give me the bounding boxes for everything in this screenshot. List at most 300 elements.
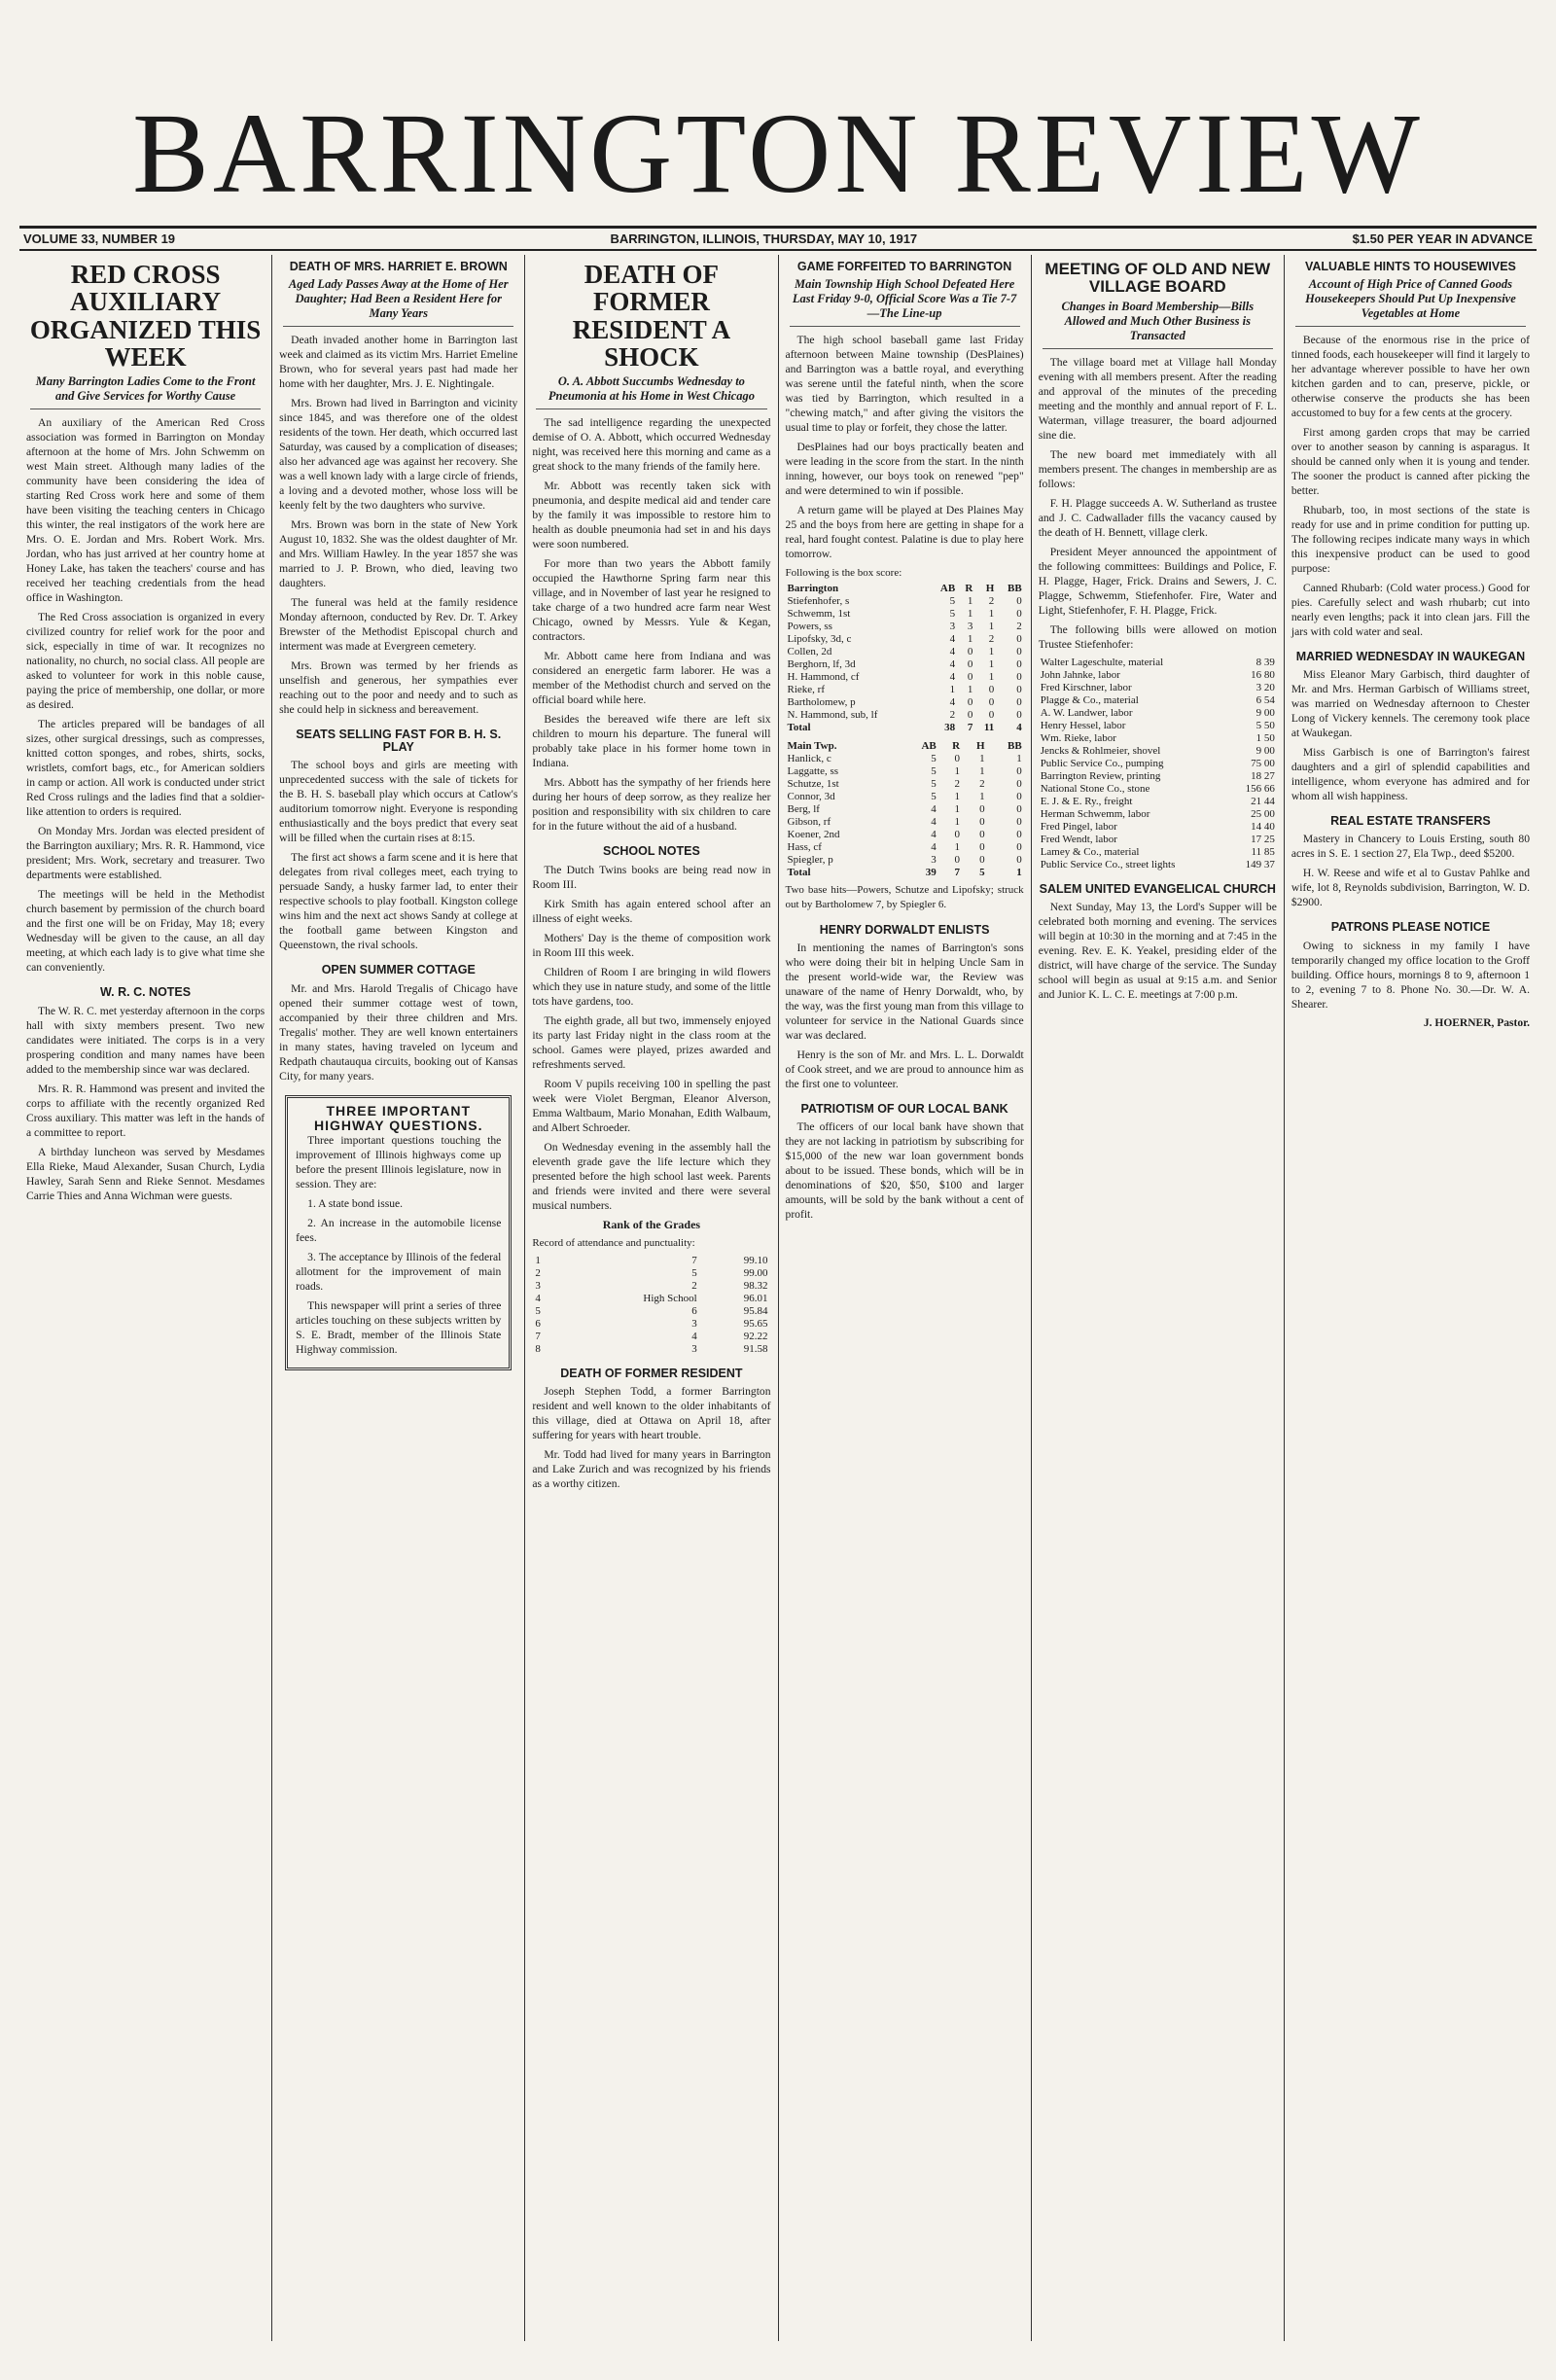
article-salem-church xyxy=(1039,883,1277,1002)
paragraph: 1. A state bond issue. xyxy=(307,1196,404,1210)
table-cell: 1 xyxy=(988,621,995,633)
box-score-row xyxy=(786,646,1024,658)
article-married xyxy=(1291,651,1530,803)
body-seats-selling xyxy=(279,758,517,952)
article-former-resident xyxy=(532,1368,770,1491)
table-cell: 4 xyxy=(949,658,956,671)
table-cell: 3 20 xyxy=(1255,681,1275,693)
bill-row xyxy=(1039,834,1277,846)
headline-game-forfeited: GAME FORFEITED TO BARRINGTON xyxy=(796,260,1012,273)
paragraph: Mrs. Brown was born in the state of New York August 10, 1832. She was the oldest daughter of Mr. and Mrs. William Hawley. In the year 1857 she was married to J. P. Brown, who died, leaving two daughters. xyxy=(279,518,518,590)
paragraph: The sad intelligence regarding the unexpected demise of O. A. Abbott, which occurred Wednesday night, was received here this morning and came as a great shock to the many friends of the family here. xyxy=(532,416,771,474)
box-score-row xyxy=(786,621,1024,633)
table-cell: Wm. Rieke, labor xyxy=(1040,731,1116,744)
column-2 xyxy=(272,255,525,2341)
table-cell: H xyxy=(985,583,995,595)
table-cell: 3 xyxy=(949,621,956,633)
article-housewives xyxy=(1291,261,1530,639)
rank-row xyxy=(532,1318,770,1331)
table-cell: Hanlick, c xyxy=(787,753,831,765)
dateline-bar xyxy=(19,226,1537,251)
table-cell: 99.00 xyxy=(743,1266,768,1279)
paragraph: Three important questions touching the improvement of Illinois highways come up before the present Illinois legislature, now in session. They are: xyxy=(296,1133,502,1190)
table-cell: Hass, cf xyxy=(787,841,822,854)
table-cell: Schutze, 1st xyxy=(787,778,839,791)
table-cell: 3 xyxy=(691,1342,697,1355)
deck-red-cross: Many Barrington Ladies Come to the Front and Give Services for Worthy Cause xyxy=(30,374,261,409)
table-cell: Herman Schwemm, labor xyxy=(1040,807,1150,820)
table-cell: Collen, 2d xyxy=(787,646,832,658)
table-cell: 0 xyxy=(1016,608,1022,621)
table-cell: 0 xyxy=(1016,778,1022,791)
bill-row xyxy=(1039,783,1277,796)
box-score-footer: Two base hits—Powers, Schutze and Lipofsky; struck out by Bartholomew 7, by Spiegler 6. xyxy=(785,884,1024,911)
table-cell: 4 xyxy=(949,671,956,684)
table-cell: 7 xyxy=(954,867,961,879)
paragraph: A birthday luncheon was served by Mesdames Ella Rieke, Maud Alexander, Susan Church, Lydia Hawley, Sarah Senn and Rieke Sennot. Mesdames Carrie Thies and Anna Wichman were guests. xyxy=(26,1145,265,1202)
table-cell: 2 xyxy=(988,633,995,646)
table-cell: 5 xyxy=(949,608,956,621)
table-cell: 4 xyxy=(691,1330,697,1342)
bill-row xyxy=(1039,808,1277,821)
paragraph: 2. An increase in the automobile license fees. xyxy=(296,1216,502,1244)
paragraph: In mentioning the names of Barrington's sons who were doing their bit in helping Uncle Sam in the present world-wide war, the Review was unaware of the name of Henry Dorwaldt, who, by the way, was the first young man from this village to volunteer for service in the National Guards since war was declared. xyxy=(785,941,1024,1043)
columns xyxy=(19,255,1537,2341)
table-cell: 0 xyxy=(1016,803,1022,816)
paragraph: Owing to sickness in my family I have temporarily changed my office location to the Groff building. Office hours, mornings 8 to 9, afternoon 1 to 2, evening 7 to 8. Phone No. 30.—Dr. W. A. Shearer. xyxy=(1291,939,1531,1011)
paragraph: Besides the bereaved wife there are left six children to mourn his departure. The funeral will probably take place in his former home town in Indiana. xyxy=(532,713,771,770)
column-1 xyxy=(19,255,272,2341)
paragraph: Because of the enormous rise in the price of tinned foods, each housekeeper will find it largely to her advantage wherever possible to have her own kitchen garden and to can, preserve, pickle, or otherwise conserve the products she has been accustomed to buy for a few cents at the grocery. xyxy=(1291,334,1531,420)
article-patrons-notice xyxy=(1291,921,1530,1030)
paragraph: A return game will be played at Des Plaines May 25 and the boys from here are getting in shape for a real, hard fought contest. Palatine is due to play here tomorrow. xyxy=(785,504,1024,561)
paragraph: The school boys and girls are meeting with unprecedented success with the sale of tickets for the B. H. S. baseball play which occurs at Catlow's auditorium tomorrow night. Everyone is responding enthusiastically and the boys predict that every seat will be filled when the curtain rises at 8:15. xyxy=(279,759,518,845)
paragraph: The eighth grade, all but two, immensely enjoyed its party last Friday night in the class room at the school. Games were played, prizes awarded and refreshments served. xyxy=(532,1013,771,1071)
box-score-header xyxy=(786,740,1024,753)
table-cell: 5 50 xyxy=(1255,719,1275,731)
body-dorwaldt xyxy=(786,941,1024,1091)
table-cell: Connor, 3d xyxy=(787,791,835,803)
table-cell: 0 xyxy=(979,816,985,829)
paragraph: Mothers' Day is the theme of composition work in Room III this week. xyxy=(532,931,771,959)
rank-row xyxy=(532,1280,770,1293)
table-cell: Total xyxy=(787,722,811,734)
box-score-row xyxy=(786,803,1024,816)
paragraph: Kirk Smith has again entered school after an illness of eight weeks. xyxy=(532,897,771,925)
table-cell: Spiegler, p xyxy=(787,854,833,867)
bill-row xyxy=(1039,669,1277,682)
box-score-row xyxy=(786,633,1024,646)
paragraph: On Wednesday evening in the assembly hall the eleventh grade gave the life lecture which they presented before the high school last week. Parents and friends were invited and there were several musical numbers. xyxy=(532,1140,771,1212)
bill-row xyxy=(1039,682,1277,694)
table-cell: 0 xyxy=(988,696,995,709)
table-cell: 1 xyxy=(967,595,973,608)
headline-wrc-notes: W. R. C. NOTES xyxy=(100,985,192,1000)
paragraph: The officers of our local bank have shown that they are not lacking in patriotism by subscribing for $15,000 of the new war loan government bonds about to be issued. These bonds, which will be in denominations of $20, $50, $100 and larger amounts, will be sold by the bank without a cent of profit. xyxy=(785,1120,1024,1222)
paragraph: Mrs. Brown had lived in Barrington and vicinity since 1845, and was therefore one of the oldest residents of the town. Her death, which occurred last Saturday, was caused by a complication of diseases; also her advanced age was against her recovery. She was a well known lady with a large circle of friends, a loving and a devoted mother, whose loss will be keenly felt by the two daughters who survive. xyxy=(279,397,518,513)
paragraph: Children of Room I are bringing in wild flowers which they use in nature study, and some of the little tots have gardens, too. xyxy=(532,965,771,1008)
table-cell: 0 xyxy=(1016,684,1022,696)
column-6 xyxy=(1285,255,1537,2341)
table-cell: 3 xyxy=(535,1279,541,1292)
article-wrc-notes xyxy=(26,986,265,1202)
table-cell: 95.65 xyxy=(743,1317,768,1330)
body-wrc-notes xyxy=(26,1004,265,1203)
table-cell: 1 xyxy=(954,841,961,854)
table-cell: 2 xyxy=(949,709,956,722)
table-cell: 4 xyxy=(1016,722,1022,734)
highway-box-title: THREE IMPORTANT HIGHWAY QUESTIONS. xyxy=(313,1102,483,1133)
body-real-estate xyxy=(1291,832,1530,909)
volume-number: VOLUME 33, NUMBER 19 xyxy=(23,231,176,246)
table-cell: 0 xyxy=(967,709,973,722)
paragraph: DesPlaines had our boys practically beaten and were leading in the score from the start. In the ninth inning, however, our boys took on renewed "pep" and were determined to win if possible. xyxy=(785,441,1024,498)
table-cell: 4 xyxy=(931,803,937,816)
headline-summer-cottage: OPEN SUMMER COTTAGE xyxy=(321,963,476,977)
table-cell: Berg, lf xyxy=(787,803,820,816)
paragraph: For more than two years the Abbott family occupied the Hawthorne Spring farm near this village, and in November of last year he resigned to take charge of a two hundred acre farm near West Chicago, owned by Messrs. Yule & Kegan, contractors. xyxy=(532,557,771,644)
paragraph: The new board met immediately with all members present. The changes in membership are as follows: xyxy=(1038,447,1277,490)
paragraph: The first act shows a farm scene and it is here that delegates from rival colleges meet, each trying to persuade Sandy, a husky farmer lad, to enter their respective schools to play football. Kingston college wins him and the next act shows Sandy at college at the football game between Kingston and Queenstown, the rival schools. xyxy=(279,851,518,952)
paragraph: This newspaper will print a series of three articles touching on these subjects written by S. E. Bradt, member of the Illinois State Highway commission. xyxy=(296,1298,502,1356)
body-patrons-notice xyxy=(1291,939,1530,1012)
table-cell: 5 xyxy=(931,753,937,765)
box-score-row xyxy=(786,608,1024,621)
bill-row xyxy=(1039,846,1277,859)
paragraph: Mr. and Mrs. Harold Tregalis of Chicago have opened their summer cottage west of town, accompanied by their three children and Mrs. Tregalis' mother. They are well known entertainers in many states, having traveled on lyceum and Redpath chautauqua circuits, booking out of Kansas City, for many years. xyxy=(279,981,518,1083)
paragraph: The village board met at Village hall Monday evening with all members present. After the reading and approval of the minutes of the preceding meeting and the monthly and annual report of F. L. Waterman, village treasurer, the board adjourned sine die. xyxy=(1038,355,1277,442)
rank-table xyxy=(532,1255,770,1356)
body-former-resident xyxy=(532,1384,770,1491)
table-cell: 92.22 xyxy=(743,1330,768,1342)
table-cell: Jencks & Rohlmeier, shovel xyxy=(1040,744,1161,757)
article-game-forfeited xyxy=(786,261,1024,912)
bill-row xyxy=(1039,859,1277,871)
paragraph: F. H. Plagge succeeds A. W. Sutherland as trustee and J. C. Cadwallader fills the vacancy caused by the death of H. Bennett, village clerk. xyxy=(1038,496,1277,539)
table-cell: N. Hammond, sub, lf xyxy=(787,709,878,722)
box-score-home xyxy=(786,583,1024,734)
pastor-signature: J. HOERNER, Pastor. xyxy=(1423,1016,1531,1029)
bills-intro: The following bills were allowed on motion Trustee Stiefenhofer: xyxy=(1038,622,1277,651)
article-summer-cottage xyxy=(279,964,517,1083)
box-score-row xyxy=(786,765,1024,778)
table-cell: 2 xyxy=(535,1266,541,1279)
table-cell: 17 25 xyxy=(1251,833,1275,845)
headline-village-board: MEETING OF OLD AND NEW VILLAGE BOARD xyxy=(1044,260,1271,296)
table-cell: 1 xyxy=(1016,753,1022,765)
paragraph: Joseph Stephen Todd, a former Barrington resident and well known to the older inhabitants of this village, died at Ottawa on April 18, after suffering for years with heart trouble. xyxy=(532,1384,771,1441)
box-score-row xyxy=(786,658,1024,671)
paragraph: Mastery in Chancery to Louis Ersting, south 80 acres in S. E. 1 section 27, Ela Twp., deed $5200. xyxy=(1291,833,1531,861)
table-cell: Powers, ss xyxy=(787,621,832,633)
body-summer-cottage xyxy=(279,981,517,1083)
table-cell: 8 39 xyxy=(1255,656,1275,668)
paragraph: The W. R. C. met yesterday afternoon in the corps hall with sixty members present. Two new candidates were initiated. The corps is in a very prospering condition and many names have been added to the membership since war was declared. xyxy=(26,1004,265,1076)
box-score-total xyxy=(786,867,1024,879)
table-cell: 0 xyxy=(1016,671,1022,684)
table-cell: Walter Lageschulte, material xyxy=(1040,656,1164,668)
box-score-row xyxy=(786,684,1024,696)
table-cell: 149 37 xyxy=(1245,858,1275,870)
headline-red-cross: RED CROSS AUXILIARY ORGANIZED THIS WEEK xyxy=(29,260,262,373)
table-cell: Main Twp. xyxy=(787,740,837,753)
paragraph: Mr. Abbott came here from Indiana and was considered an energetic farm laborer. He was a member of the Methodist church and served on the official board while here. xyxy=(532,650,771,707)
table-cell: Bartholomew, p xyxy=(787,696,856,709)
paragraph: Rhubarb, too, in most sections of the state is ready for use and in prime condition for putting up. The following recipes indicate many ways in which this inexpensive product can be used to good purpose: xyxy=(1291,504,1531,576)
table-cell: AB xyxy=(939,583,956,595)
rank-row xyxy=(532,1343,770,1356)
table-cell: 0 xyxy=(1016,646,1022,658)
table-cell: 2 xyxy=(988,595,995,608)
deck-village-board: Changes in Board Membership—Bills Allowed and Much Other Business is Transacted xyxy=(1043,300,1273,349)
table-cell: BB xyxy=(1008,583,1022,595)
table-cell: 1 xyxy=(979,791,985,803)
table-cell: 1 xyxy=(949,684,956,696)
table-cell: 4 xyxy=(931,841,937,854)
table-cell: 11 xyxy=(983,722,995,734)
table-cell: H. Hammond, cf xyxy=(787,671,860,684)
table-cell: 0 xyxy=(967,671,973,684)
bill-row xyxy=(1039,821,1277,834)
highway-box-body xyxy=(296,1133,501,1357)
table-cell: 0 xyxy=(1016,696,1022,709)
table-cell: 21 44 xyxy=(1251,795,1275,807)
table-cell: Berghorn, lf, 3d xyxy=(787,658,856,671)
table-cell: H xyxy=(976,740,985,753)
headline-seats-selling: SEATS SELLING FAST FOR B. H. S. PLAY xyxy=(296,728,502,755)
table-cell: 1 xyxy=(988,646,995,658)
table-cell: R xyxy=(965,583,973,595)
paragraph: The funeral was held at the family residence Monday afternoon, conducted by Rev. Dr. T. Arkey Brewster of the Methodist Episcopal church and interment was made at Evergreen cemetery. xyxy=(279,596,518,654)
table-cell: 18 27 xyxy=(1251,769,1275,782)
table-cell: Laggatte, ss xyxy=(787,765,839,778)
paragraph: Henry is the son of Mr. and Mrs. L. L. Dorwaldt of Cook street, and we are proud to announce him as the first one to volunteer. xyxy=(785,1048,1024,1091)
table-cell: Lamey & Co., material xyxy=(1040,845,1140,858)
paragraph: Canned Rhubarb: (Cold water process.) Good for pies. Carefully select and wash rhubarb; cut into nearly even lengths; pack it into clean jars. Fill the jars with cold water and seal. xyxy=(1291,582,1531,639)
table-cell: 0 xyxy=(1016,841,1022,854)
table-cell: 3 xyxy=(931,854,937,867)
box-score-away xyxy=(786,740,1024,879)
table-cell: 0 xyxy=(1016,633,1022,646)
table-cell: 0 xyxy=(979,854,985,867)
paragraph: The meetings will be held in the Methodist church basement by permission of the church board and the first one will be on Friday, May 18; every Wednesday will be given to the cause, an all day meeting, at which each lady is to give what time she can conveniently. xyxy=(26,888,265,975)
newspaper-title: BARRINGTON REVIEW xyxy=(132,89,1424,217)
table-cell: 95.84 xyxy=(743,1304,768,1317)
table-cell: 0 xyxy=(979,829,985,841)
table-cell: 98.32 xyxy=(743,1279,768,1292)
table-cell: 3 xyxy=(691,1317,697,1330)
box-score-row xyxy=(786,854,1024,867)
table-cell: Barrington Review, printing xyxy=(1040,769,1161,782)
headline-patrons-notice: PATRONS PLEASE NOTICE xyxy=(1330,920,1491,935)
subscription-price: $1.50 PER YEAR IN ADVANCE xyxy=(1352,231,1533,246)
table-cell: Lipofsky, 3d, c xyxy=(787,633,852,646)
table-cell: 38 xyxy=(944,722,956,734)
table-cell: Plagge & Co., material xyxy=(1040,693,1139,706)
table-cell: 1 xyxy=(954,816,961,829)
table-cell: National Stone Co., stone xyxy=(1040,782,1150,795)
table-cell: 5 xyxy=(931,765,937,778)
article-village-board xyxy=(1039,261,1277,871)
table-cell: 5 xyxy=(931,778,937,791)
box-score-row xyxy=(786,595,1024,608)
table-cell: 4 xyxy=(931,829,937,841)
paragraph: Mr. Abbott was recently taken sick with pneumonia, and despite medical aid and tender care by the family it was impossible to restore him to health as double pneumonia had set in and his days were soon numbered. xyxy=(532,480,771,551)
headline-school-notes: SCHOOL NOTES xyxy=(603,844,700,859)
table-cell: 156 66 xyxy=(1245,782,1275,795)
paragraph: Mr. Todd had lived for many years in Barrington and Lake Zurich and was recognized by his friends as a worthy citizen. xyxy=(532,1447,771,1490)
table-cell: 0 xyxy=(954,829,961,841)
deck-game-forfeited: Main Township High School Defeated Here Last Friday 9-0, Official Score Was a Tie 7-7—The Line-up xyxy=(790,277,1020,327)
table-cell: 0 xyxy=(1016,829,1022,841)
table-cell: 4 xyxy=(535,1292,541,1304)
table-cell: 0 xyxy=(1016,658,1022,671)
bill-row xyxy=(1039,770,1277,783)
rank-row xyxy=(532,1255,770,1267)
table-cell: 0 xyxy=(1016,709,1022,722)
table-cell: 4 xyxy=(949,633,956,646)
body-abbott xyxy=(532,415,770,834)
table-cell: 0 xyxy=(1016,854,1022,867)
body-village-board xyxy=(1039,355,1277,652)
table-cell: AB xyxy=(921,740,937,753)
table-cell: Gibson, rf xyxy=(787,816,831,829)
table-cell: 7 xyxy=(535,1330,541,1342)
body-red-cross xyxy=(26,415,265,975)
body-married xyxy=(1291,667,1530,803)
table-cell: Public Service Co., pumping xyxy=(1040,757,1164,769)
box-score-row xyxy=(786,816,1024,829)
table-cell: 1 xyxy=(988,671,995,684)
box-score-row xyxy=(786,829,1024,841)
bill-row xyxy=(1039,694,1277,707)
rank-title: Rank of the Grades xyxy=(602,1217,701,1231)
table-cell: Koener, 2nd xyxy=(787,829,840,841)
table-cell: 11 85 xyxy=(1251,845,1275,858)
table-cell: Henry Hessel, labor xyxy=(1040,719,1126,731)
column-4 xyxy=(779,255,1032,2341)
table-cell: John Jahnke, labor xyxy=(1040,668,1120,681)
column-5 xyxy=(1032,255,1285,2341)
table-cell: 6 54 xyxy=(1255,693,1275,706)
table-cell: 0 xyxy=(979,803,985,816)
table-cell: Total xyxy=(787,867,811,879)
table-cell: 5 xyxy=(979,867,985,879)
box-score-row xyxy=(786,841,1024,854)
paragraph: Mrs. Abbott has the sympathy of her friends here during her hours of deep sorrow, as they realize her position and responsibility with six children to care for in the future without the aid of a husband. xyxy=(532,776,771,834)
newspaper-page xyxy=(19,19,1537,2341)
table-cell: 2 xyxy=(954,778,961,791)
table-cell: 7 xyxy=(967,722,973,734)
table-cell: E. J. & E. Ry., freight xyxy=(1040,795,1133,807)
article-seats-selling xyxy=(279,728,517,952)
paragraph: On Monday Mrs. Jordan was elected president of the Barrington auxiliary; Mrs. R. R. Hammond, vice president; Mrs. Work, secretary and treasurer. Two departments were established. xyxy=(26,825,265,882)
body-local-bank xyxy=(786,1119,1024,1222)
headline-real-estate: REAL ESTATE TRANSFERS xyxy=(1330,814,1491,829)
rank-subtitle: Record of attendance and punctuality: xyxy=(532,1236,695,1249)
table-cell: 5 xyxy=(931,791,937,803)
table-cell: R xyxy=(952,740,961,753)
table-cell: 0 xyxy=(979,841,985,854)
bill-row xyxy=(1039,758,1277,770)
headline-married: MARRIED WEDNESDAY IN WAUKEGAN xyxy=(1295,650,1526,664)
table-cell: 0 xyxy=(967,658,973,671)
table-cell: 0 xyxy=(1016,791,1022,803)
table-cell: 1 xyxy=(967,608,973,621)
table-cell: Rieke, rf xyxy=(787,684,825,696)
table-cell: 2 xyxy=(979,778,985,791)
box-score-row xyxy=(786,791,1024,803)
table-cell: 0 xyxy=(988,684,995,696)
table-cell: 5 xyxy=(949,595,956,608)
table-cell: Barrington xyxy=(787,583,839,595)
bills-table xyxy=(1039,657,1277,871)
table-cell: 5 xyxy=(691,1266,697,1279)
box-score-row xyxy=(786,753,1024,765)
rank-row xyxy=(532,1293,770,1305)
table-cell: 1 xyxy=(967,633,973,646)
headline-harriet-brown: DEATH OF MRS. HARRIET E. BROWN xyxy=(289,260,508,273)
table-cell: 1 xyxy=(988,658,995,671)
table-cell: 1 50 xyxy=(1255,731,1275,744)
headline-housewives: VALUABLE HINTS TO HOUSEWIVES xyxy=(1304,260,1516,273)
highway-questions-box xyxy=(285,1095,512,1370)
table-cell: 99.10 xyxy=(743,1254,768,1266)
table-cell: Stiefenhofer, s xyxy=(787,595,850,608)
table-cell: A. W. Landwer, labor xyxy=(1040,706,1133,719)
table-cell: 9 00 xyxy=(1255,706,1275,719)
table-cell: 91.58 xyxy=(743,1342,768,1355)
table-cell: 4 xyxy=(949,646,956,658)
table-cell: 0 xyxy=(954,854,961,867)
table-cell: 25 00 xyxy=(1251,807,1275,820)
table-cell: BB xyxy=(1008,740,1022,753)
paragraph: Miss Eleanor Mary Garbisch, third daughter of Mr. and Mrs. Herman Garbisch of Williams street, was married on Wednesday afternoon to Chester Long of Vickery kennels. The ceremony took place at Waukegan. xyxy=(1291,668,1531,740)
bill-row xyxy=(1039,707,1277,720)
table-cell: 2 xyxy=(1016,621,1022,633)
table-cell: 39 xyxy=(925,867,937,879)
table-cell: 16 80 xyxy=(1251,668,1275,681)
deck-harriet-brown: Aged Lady Passes Away at the Home of Her Daughter; Had Been a Resident Here for Many Years xyxy=(283,277,513,327)
table-cell: 96.01 xyxy=(743,1292,768,1304)
box-score-header xyxy=(786,583,1024,595)
bill-row xyxy=(1039,720,1277,732)
headline-former-resident: DEATH OF FORMER RESIDENT xyxy=(560,1366,743,1380)
headline-local-bank: PATRIOTISM OF OUR LOCAL BANK xyxy=(800,1102,1008,1117)
article-abbott xyxy=(532,261,770,834)
paragraph: Death invaded another home in Barrington last week and claimed as its victim Mrs. Harriet Emeline Brown, who for several years past had made her home with her daughter, Mrs. J. E. Nightingale. xyxy=(279,334,518,391)
table-cell: 1 xyxy=(979,753,985,765)
table-cell: 75 00 xyxy=(1251,757,1275,769)
bill-row xyxy=(1039,745,1277,758)
table-cell: Fred Pingel, labor xyxy=(1040,820,1117,833)
table-cell: 14 40 xyxy=(1251,820,1275,833)
table-cell: 1 xyxy=(979,765,985,778)
paragraph: The articles prepared will be bandages of all sizes, other surgical dressings, such as compresses, knitted cotton sponges, and robes, shirts, socks, wristlets, comfort bags, etc., for American soldiers in camp or action. All work is conducted under strict Red Cross rulings and the ladies find that a soldier-like attention to orders is required. xyxy=(26,718,265,819)
paragraph: H. W. Reese and wife et al to Gustav Pahlke and wife, lot 8, Reynolds subdivision, Barrington, W. D. $2900. xyxy=(1291,867,1531,909)
table-cell: 5 xyxy=(535,1304,541,1317)
paragraph: The high school baseball game last Friday afternoon between Maine township (DesPlaines) and Barrington was a battle royal, and everything was serene until the fateful ninth, when the score was tied by Barrington, which resulted in a "chewing match," and after giving the visitors the usual time to play or forfeit, they chose the latter. xyxy=(785,334,1024,435)
paragraph: The Red Cross association is organized in every civilized country for relief work for the poor and sick, especially in time of war. It recognizes no nationality, no church, no social class. All people are asked to volunteer for work in this noble cause, paying the price of membership, one dollar, or more as desired. xyxy=(26,611,265,712)
bill-row xyxy=(1039,732,1277,745)
headline-dorwaldt: HENRY DORWALDT ENLISTS xyxy=(819,923,990,938)
rank-row xyxy=(532,1267,770,1280)
body-housewives xyxy=(1291,333,1530,639)
table-cell: 8 xyxy=(535,1342,541,1355)
table-cell: 4 xyxy=(949,696,956,709)
table-cell: 9 00 xyxy=(1255,744,1275,757)
table-cell: Fred Wendt, labor xyxy=(1040,833,1117,845)
